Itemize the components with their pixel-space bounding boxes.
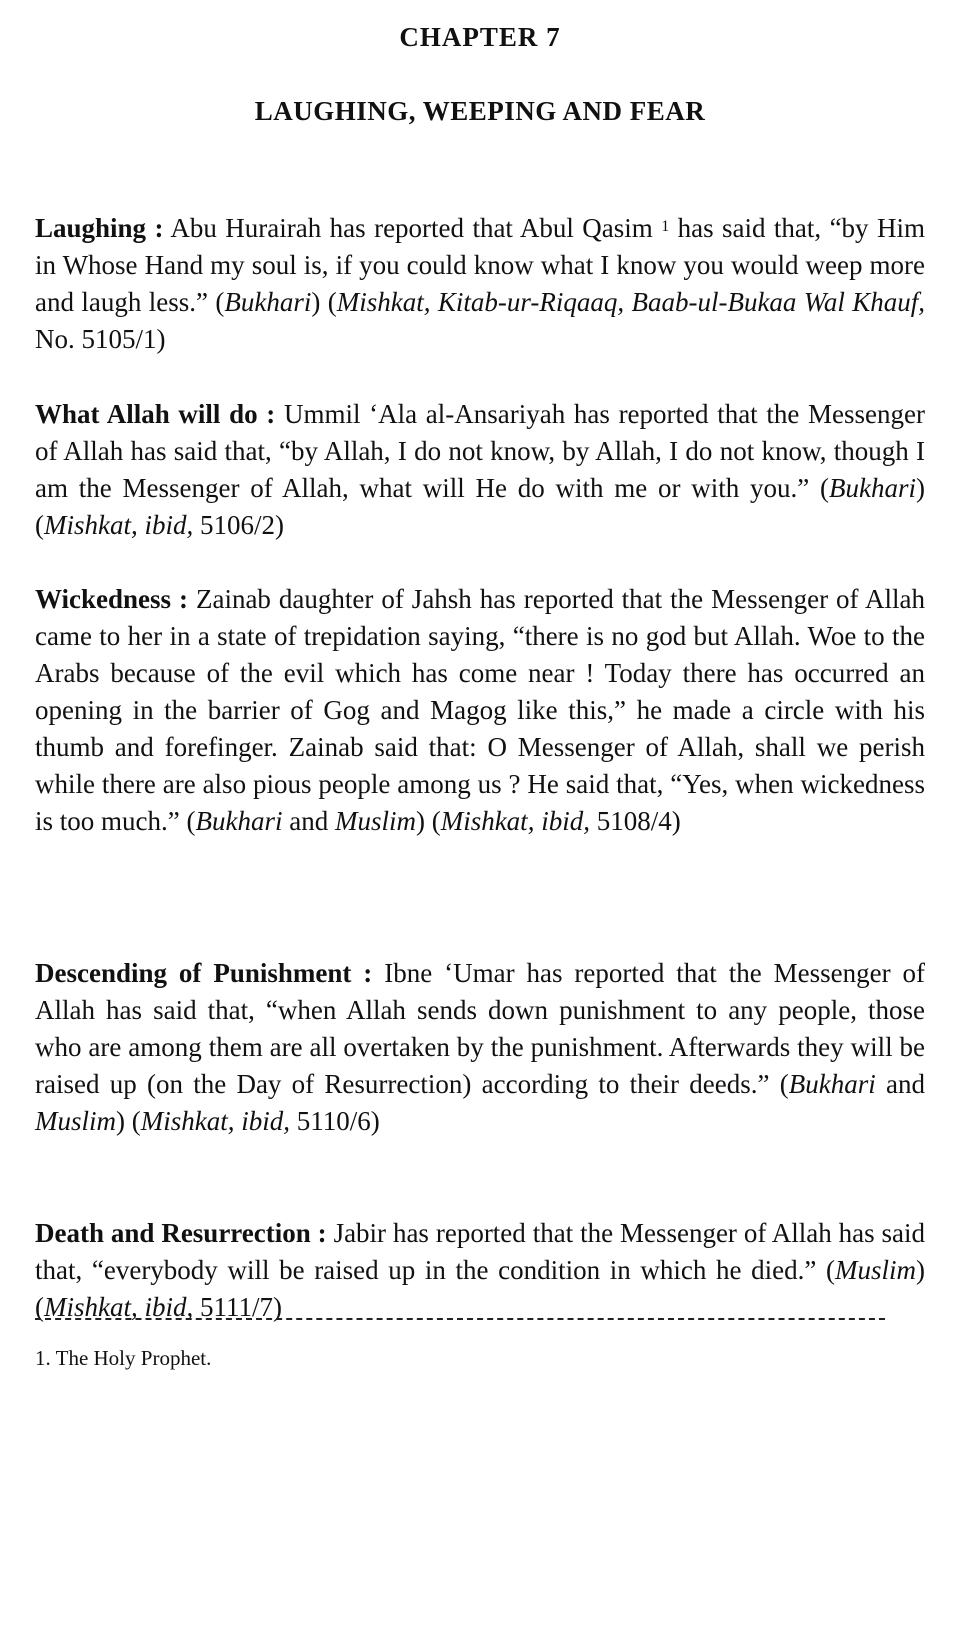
source-reference: Muslim <box>334 806 416 836</box>
paragraph-text: 5111/7) <box>193 1292 282 1322</box>
paragraph-text: ) ( <box>35 473 925 540</box>
chapter-title: LAUGHING, WEEPING AND FEAR <box>254 96 706 126</box>
paragraph-text: has said that, “by Him in Whose Hand my soul is, if you could know what I know you would weep more and laugh less.” ( <box>35 213 925 317</box>
paragraph-text: No. 5105/1) <box>35 324 166 354</box>
paragraph-text: and <box>875 1069 926 1099</box>
paragraph-text: 5110/6) <box>289 1106 380 1136</box>
source-reference: Muslim <box>35 1106 116 1136</box>
paragraph-text: Zainab daughter of Jahsh has reported that the Messenger of Allah came to her in a state of trepidation saying, “there is no god but Allah. Woe to the Arabs because of the evil which has come near ! Today there has occurred an opening in the barrier of Gog and Magog like this,” he made a circle with his thumb and forefinger. Zainab said that: O Messenger of Allah, shall we perish while there are also pious people among us ? He said that, “Yes, when wickedness is too much.” ( <box>35 584 925 836</box>
paragraph-what-allah-will-do <box>35 396 925 544</box>
paragraph-laughing <box>35 210 925 358</box>
paragraph-text: Ibne ‘Umar has reported that the Messenger of Allah has said that, “when Allah sends down punishment to any people, those who are among them are all overtaken by the punishment. Afterwards they will be raised up (on the Day of Resurrection) according to their deeds.” ( <box>35 958 925 1099</box>
paragraph-text: Abu Hurairah has reported that Abul Qasim <box>163 213 662 243</box>
source-reference: Mishkat, ibid, <box>140 1106 290 1136</box>
source-reference: Bukhari <box>195 806 283 836</box>
paragraph-text: Ummil ‘Ala al-Ansariyah has reported that the Messenger of Allah has said that, “by Allah, I do not know, by Allah, I do not know, though I am the Messenger of Allah, what will He do with me or with you.” ( <box>35 399 925 503</box>
paragraph-text: Jabir has reported that the Messenger of Allah has said that, “everybody will be raised up in the condition in which he died.” ( <box>35 1218 925 1285</box>
chapter-number: CHAPTER 7 <box>399 22 561 52</box>
paragraph-text: ) ( <box>35 1255 925 1322</box>
paragraph-death-and-resurrection <box>35 1215 925 1326</box>
source-reference: Bukhari <box>224 287 312 317</box>
footnote: 1. The Holy Prophet. <box>35 1346 212 1370</box>
footnote-marker: 1 <box>661 218 670 235</box>
source-reference: Bukhari <box>788 1069 876 1099</box>
paragraph-heading: What Allah will do : <box>35 399 276 429</box>
paragraph-text: 5108/4) <box>589 806 681 836</box>
paragraph-heading: Death and Resurrection : <box>35 1218 327 1248</box>
paragraph-heading: Wickedness : <box>35 584 188 614</box>
source-reference: Muslim <box>835 1255 916 1285</box>
paragraph-text: ) ( <box>311 287 337 317</box>
paragraph-text: ) ( <box>415 806 441 836</box>
paragraph-text: 5106/2) <box>193 510 284 540</box>
source-reference: Bukhari <box>829 473 916 503</box>
paragraph-text: and <box>282 806 335 836</box>
footnote-divider <box>35 1318 885 1320</box>
source-reference: Mishkat, ibid, <box>440 806 590 836</box>
paragraph-text: ) ( <box>116 1106 141 1136</box>
paragraph-heading: Descending of Punishment : <box>35 958 373 988</box>
paragraph-heading: Laughing : <box>35 213 164 243</box>
source-reference: Mishkat, ibid, <box>44 510 194 540</box>
paragraph-descending-of-punishment <box>35 955 925 1140</box>
source-reference: Mishkat, Kitab-ur-Riqaaq, Baab-ul-Bukaa Wal Khauf, <box>336 287 925 317</box>
paragraph-wickedness <box>35 581 925 840</box>
source-reference: Mishkat, ibid, <box>44 1292 194 1322</box>
